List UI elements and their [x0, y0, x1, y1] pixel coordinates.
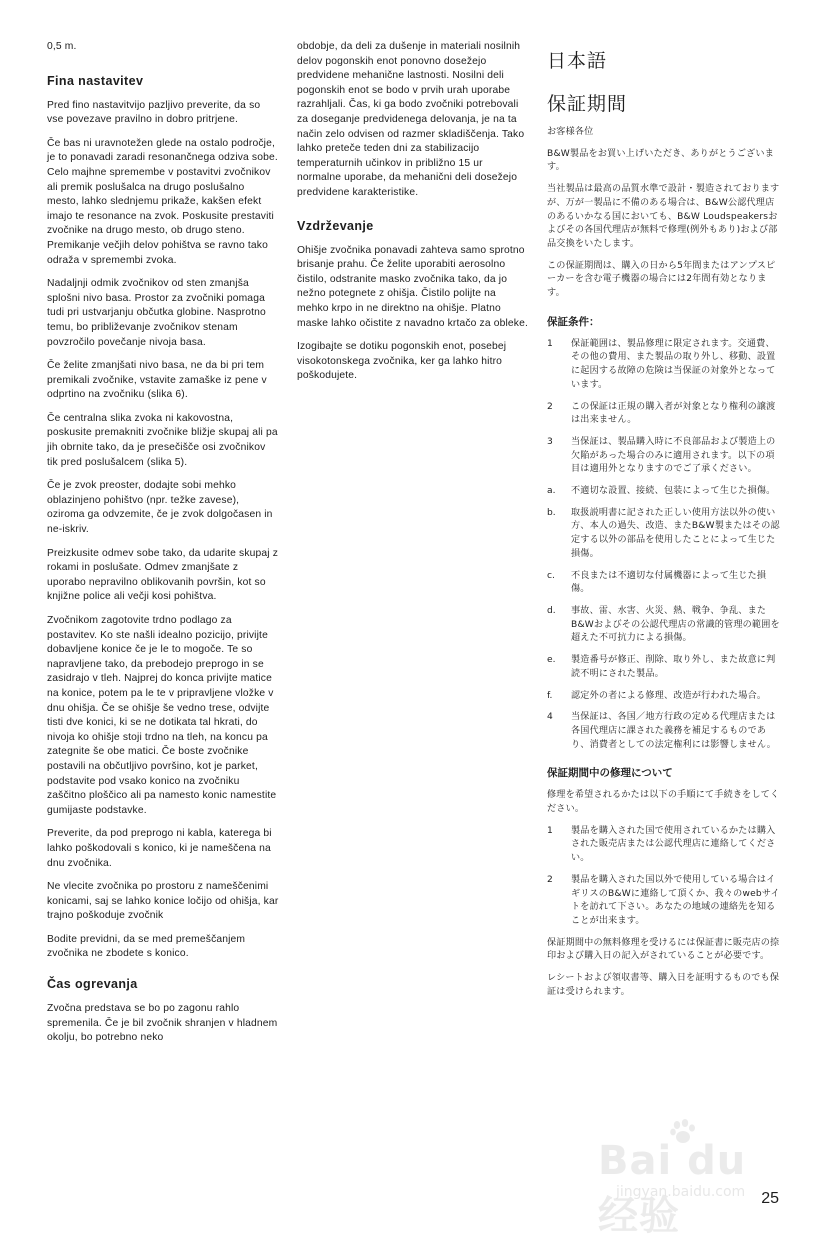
list-item	[547, 338, 783, 393]
list-item-number: f.	[547, 690, 553, 701]
fine-paragraph: Če je zvok preoster, dodajte sobi mehko oblazinjeno pohištvo (npr. težke zavese), oziroma ga odvzemite, če je zvok dolgočasen in ne-iskriv.	[47, 480, 273, 536]
list-item-text: 当保証は、各国／地方行政の定める代理店または各国代理店に課された義務を補足するものであり、消費者としての法定権利には影響しません。	[571, 712, 777, 750]
repair-heading: 保証期間中の修理について	[547, 767, 673, 780]
warranty-title: 保証期間	[547, 93, 628, 115]
warmup-paragraph: Zvočna predstava se bo po zagonu rahlo spremenila. Če je bil zvočnik shranjen v hladnem okolju, bo potrebno neko	[47, 1003, 278, 1044]
list-item	[547, 507, 783, 562]
list-item	[547, 605, 783, 646]
list-item-number: b.	[547, 507, 556, 518]
intro-line: 0,5 m.	[47, 41, 77, 52]
slovenian-column-1	[47, 40, 279, 1055]
list-item-number: a.	[547, 486, 556, 497]
conditions-heading: 保証条件：	[547, 315, 600, 328]
list-item	[547, 436, 783, 477]
conditions-list	[547, 338, 783, 753]
list-item-text: 製造番号が修正、削除、取り外し、また故意に判読不明にされた製品。	[571, 655, 776, 679]
maintenance-heading: Vzdrževanje	[297, 218, 374, 233]
list-item-text: 認定外の者による修理、改造が行われた場合。	[571, 690, 767, 701]
list-item-text: 保証範囲は、製品修理に限定されます。交通費、その他の費用、また製品の取り外し、移動、設置に起因する故障の危険は当保証の対象外となっています。	[571, 338, 776, 390]
list-item-text: 不適切な設置、接続、包装によって生じた損傷。	[571, 486, 776, 497]
maintenance-paragraph: Ohišje zvočnika ponavadi zahteva samo sprotno brisanje prahu. Če želite uporabiti aerosolno čistilo, odstranite masko zvočnika tako, da jo nežno potegnete z ohišja. Čistilo polijte na mehko krpo in ne direktno na ohišje. Platno maske lahko očistite z navadno krtačo za obleke.	[297, 244, 528, 329]
list-item-number: 2	[547, 874, 553, 885]
list-item-number: c.	[547, 570, 555, 581]
salutation: お客様各位	[547, 127, 594, 137]
list-item	[547, 711, 783, 752]
list-item-text: この保証は正規の購入者が対象となり権利の譲渡は出来ません。	[571, 401, 776, 426]
warmup-continuation: obdobje, da deli za dušenje in materiali nosilnih delov pogonskih enot ponovno dosežejo predvidene mehanične lastnosti. Nosilni deli pogonskih enot se bodo v prvih urah uporabe razrahljali. Čas, ki ga bodo zvočniki potrebovali za doseganje predvidenega delovanja, je na ta način zelo odvisen od razmer skladiščenja. Tako lahko preteče teden dni za stabilizacijo temperaturnih učinkov in približno 15 ur normalne uporabe, da mehanični deli dosežejo predvidene karakteristike.	[297, 41, 525, 198]
fine-paragraph: Pred fino nastavitvijo pazljivo preverite, da so vse povezave pravilno in dobro pritrjene.	[47, 99, 261, 126]
list-item	[547, 874, 783, 929]
fine-paragraph: Preizkusite odmev sobe tako, da udarite skupaj z rokami in poslušate. Odmev zmanjšate z uporabo nepravilno oblikovanih površin, kot so knjižne police ali večji kosi pohištva.	[47, 547, 278, 603]
page-number: 25	[761, 1190, 779, 1207]
fine-paragraph: Preverite, da pod preprogo ni kabla, katerega bi lahko poškodovali s konico, ki je nameščena na dnu zvočnika.	[47, 828, 272, 869]
receipt-paragraph: レシートおよび領収書等、購入日を証明するものでも保証は受けられます。	[547, 973, 780, 997]
list-item-number: 2	[547, 401, 553, 412]
fine-paragraph: Če centralna slika zvoka ni kakovostna, poskusite premakniti zvočnike bližje skupaj ali pa jih obrnite tako, da je presečišče osi zvočnikov tik pred poslušalcem (slika 5).	[47, 412, 278, 468]
language-title: 日本語	[547, 50, 608, 72]
list-item	[547, 485, 783, 499]
free-repair-paragraph: 保証期間中の無料修理を受けるには保証書に販売店の捺印および購入日の記入がされていることが必要です。	[547, 937, 780, 962]
fine-paragraph: Bodite previdni, da se med premeščanjem zvočnika ne zbodete s konico.	[47, 933, 246, 960]
list-item-text: 事故、雷、水害、火災、熱、戦争、争乱、またB&Wおよびその公認代理店の常識的管理の範囲を超えた不可抗力による損傷。	[571, 605, 780, 644]
list-item-text: 当保証は、製品購入時に不良部品および製造上の欠陥があった場合のみに適用されます。以下の項目は適用外となりますのでご了承ください。	[571, 436, 776, 475]
list-item-text: 取扱説明書に記された正しい使用方法以外の使い方、本人の過失、改造、またB&W製またはその認定する以外の部品を使用したことによって生じた損傷。	[571, 507, 780, 559]
list-item-number: e.	[547, 655, 556, 666]
list-item-number: 1	[547, 338, 553, 349]
list-item-number: 1	[547, 825, 553, 836]
list-item	[547, 570, 783, 597]
repair-steps-list	[547, 825, 783, 929]
list-item	[547, 690, 783, 704]
list-item	[547, 401, 783, 428]
fine-paragraph: Če bas ni uravnotežen glede na ostalo področje, je to ponavadi zaradi resonančnega odziva sobe. Celo majhne spremembe v postavitvi zvočnikov ali premik poslušalca na drugo poslušalno mesto, lahko slednjemu prikaže, kakšen efekt imajo te resonance na zvok. Poskusite prestaviti zvočnike na drugo mesto, ob drugo steno. Premikanje večjih delov pohištva se ravno tako odraža v spremembi zvoka.	[47, 137, 278, 266]
maintenance-paragraph: Izogibajte se dotiku pogonskih enot, posebej visokotonskega zvočnika, ker ga lahko hitro poškodujete.	[297, 341, 507, 382]
watermark-brand: Bai du 经验	[598, 1138, 747, 1239]
fine-paragraph: Ne vlecite zvočnika po prostoru z nameščenimi konicami, saj se lahko konice ločijo od ohišja, kar trajno poškoduje zvočnik	[47, 881, 279, 922]
list-item	[547, 825, 783, 866]
fine-paragraph: Če želite zmanjšati nivo basa, ne da bi pri tem premikali zvočnike, vstavite zamaške iz pene v odprtino na zvočniku (slika 6).	[47, 360, 267, 401]
fine-paragraph: Nadaljnji odmik zvočnikov od sten zmanjša splošni nivo basa. Prostor za zvočniki pomaga tudi pri ustvarjanju občutka globine. Nasprotno temu, bo približevanje zvočnikov stenam povzročilo povečanje nivoja basa.	[47, 278, 266, 348]
intro-paragraph: 当社製品は最高の品質水準で設計・製造されておりますが、万が一製品に不備のある場合は、B&W公認代理店のあるいかなる国においても、B&W Loudspeakersおよびその各国代理店が無料で修理(例外もあり)および部品交換をいたします。	[547, 184, 780, 249]
list-item-text: 製品を購入された国で使用されているかたは購入された販売店または公認代理店に連絡してください。	[571, 825, 776, 864]
list-item-text: 製品を購入された国以外で使用している場合はイギリスのB&Wに連絡して頂くか、我々のwebサイトを訪れて下さい。あなたの地域の連絡先を知ることが出来ます。	[571, 874, 780, 926]
period-paragraph: この保証期間は、購入の日から5年間またはアンプスピーカーを含む電子機器の場合には2年間有効となります。	[547, 260, 776, 299]
baidu-watermark	[590, 1112, 780, 1239]
list-item-number: 4	[547, 712, 553, 723]
watermark-url: jingyan.baidu.com	[616, 1184, 746, 1200]
thanks-paragraph: B&W製品をお買い上げいただき、ありがとうございます。	[547, 148, 775, 173]
repair-intro: 修理を希望されるかたは以下の手順にて手続きをしてください。	[547, 790, 780, 815]
japanese-column	[547, 40, 783, 1007]
list-item-number: d.	[547, 605, 556, 616]
fine-tuning-heading: Fina nastavitev	[47, 73, 144, 88]
list-item	[547, 654, 783, 681]
list-item-number: 3	[547, 436, 553, 447]
warmup-heading: Čas ogrevanja	[47, 977, 138, 992]
list-item-text: 不良または不適切な付属機器によって生じた損傷。	[571, 570, 767, 595]
slovenian-column-2	[297, 40, 529, 393]
fine-paragraph: Zvočnikom zagotovite trdno podlago za postavitev. Ko ste našli idealno pozicijo, privijte dobavljene konice če je le to mogoče. Te so napravljene tako, da prebodejo preprogo in se zasidrajo v tleh. Najprej do konca privijte matice na konice, potem pa le te v pripravljene vložke v dnu ohišja. Če se ohišje še vedno trese, odvijte tisti dve konici, ki se ne dotikata tal hkrati, do nivoja ko ohišje stoji trdno na tleh, na koncu pa zategnite še obe matici. Če boste zvočnike postavili na občutljivo površino, kot je parket, podstavite pod vsako konico na zvočniku zaščitno ploščico ali pa namesto konic namestite gumijaste podstavke.	[47, 615, 277, 816]
